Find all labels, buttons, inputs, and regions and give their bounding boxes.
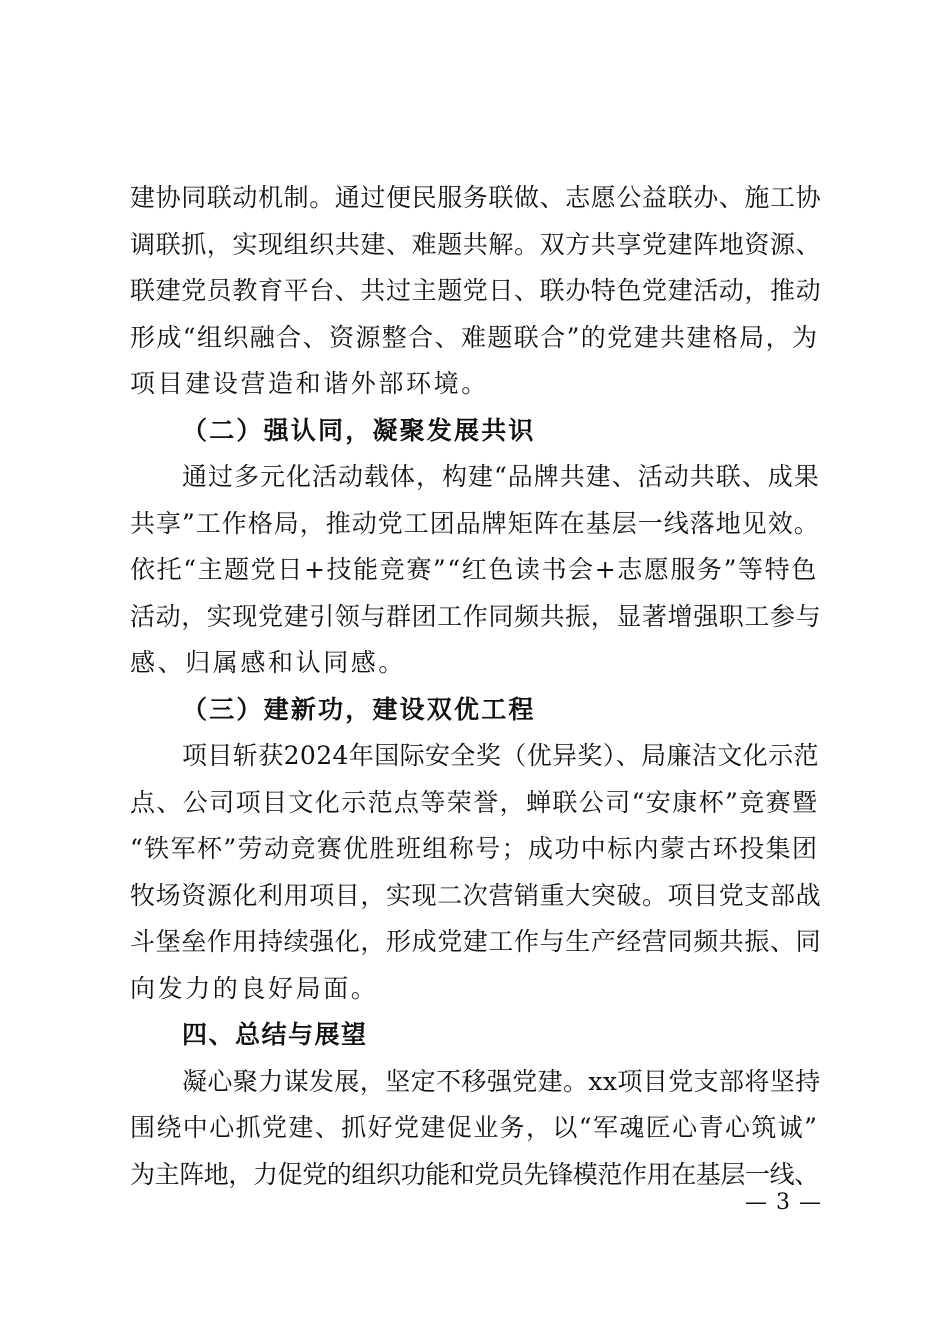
text-line: 项目斩获2024年国际安全奖（优异奖）、局廉洁文化示范 [182, 741, 819, 770]
text-line: 依托“主题党日+技能竞赛”“红色读书会+志愿服务”等特色 [130, 555, 818, 584]
text-line: 围绕中心抓党建、抓好党建促业务，以“军魂匠心青心筑诚” [130, 1113, 819, 1142]
subheading-2: （二）强认同，凝聚发展共识 [182, 415, 536, 445]
text-line: 感、归属感和认同感。 [130, 648, 407, 677]
text-line: 向发力的良好局面。 [130, 973, 379, 1003]
subheading-3: （三）建新功，建设双优工程 [182, 694, 536, 724]
section-heading-4: 四、总结与展望 [182, 1020, 368, 1049]
text-line: 共享”工作格局，推动党工团品牌矩阵在基层一线落地见效。 [130, 508, 820, 538]
text-line: 建协同联动机制。通过便民服务联做、志愿公益联办、施工协 [130, 183, 822, 212]
text-line: “铁军杯”劳动竞赛优胜班组称号；成功中标内蒙古环投集团 [130, 834, 819, 863]
text-line: 通过多元化活动载体，构建“品牌共建、活动共联、成果 [182, 462, 820, 491]
text-line: 点、公司项目文化示范点等荣誉，蝉联公司“安康杯”竞赛暨 [130, 787, 819, 817]
text-line: 形成“组织融合、资源整合、难题联合”的党建共建格局，为 [130, 322, 819, 352]
text-line: 凝心聚力谋发展，坚定不移强党建。xx项目党支部将坚持 [182, 1066, 821, 1096]
text-line: 牧场资源化利用项目，实现二次营销重大突破。项目党支部战 [130, 880, 822, 910]
text-line: 项目建设营造和谐外部环境。 [130, 369, 489, 398]
body-text [130, 175, 820, 1198]
text-line: 活动，实现党建引领与群团工作同频共振，显著增强职工参与 [130, 601, 822, 631]
text-line: 斗堡垒作用持续强化，形成党建工作与生产经营同频共振、同 [130, 927, 822, 956]
page-number: — 3 — [745, 1190, 822, 1215]
text-line: 为主阵地，力促党的组织功能和党员先锋模范作用在基层一线、 [130, 1159, 819, 1189]
text-line: 调联抓，实现组织共建、难题共解。双方共享党建阵地资源、 [130, 229, 822, 259]
text-line: 联建党员教育平台、共过主题党日、联办特色党建活动，推动 [130, 276, 822, 305]
